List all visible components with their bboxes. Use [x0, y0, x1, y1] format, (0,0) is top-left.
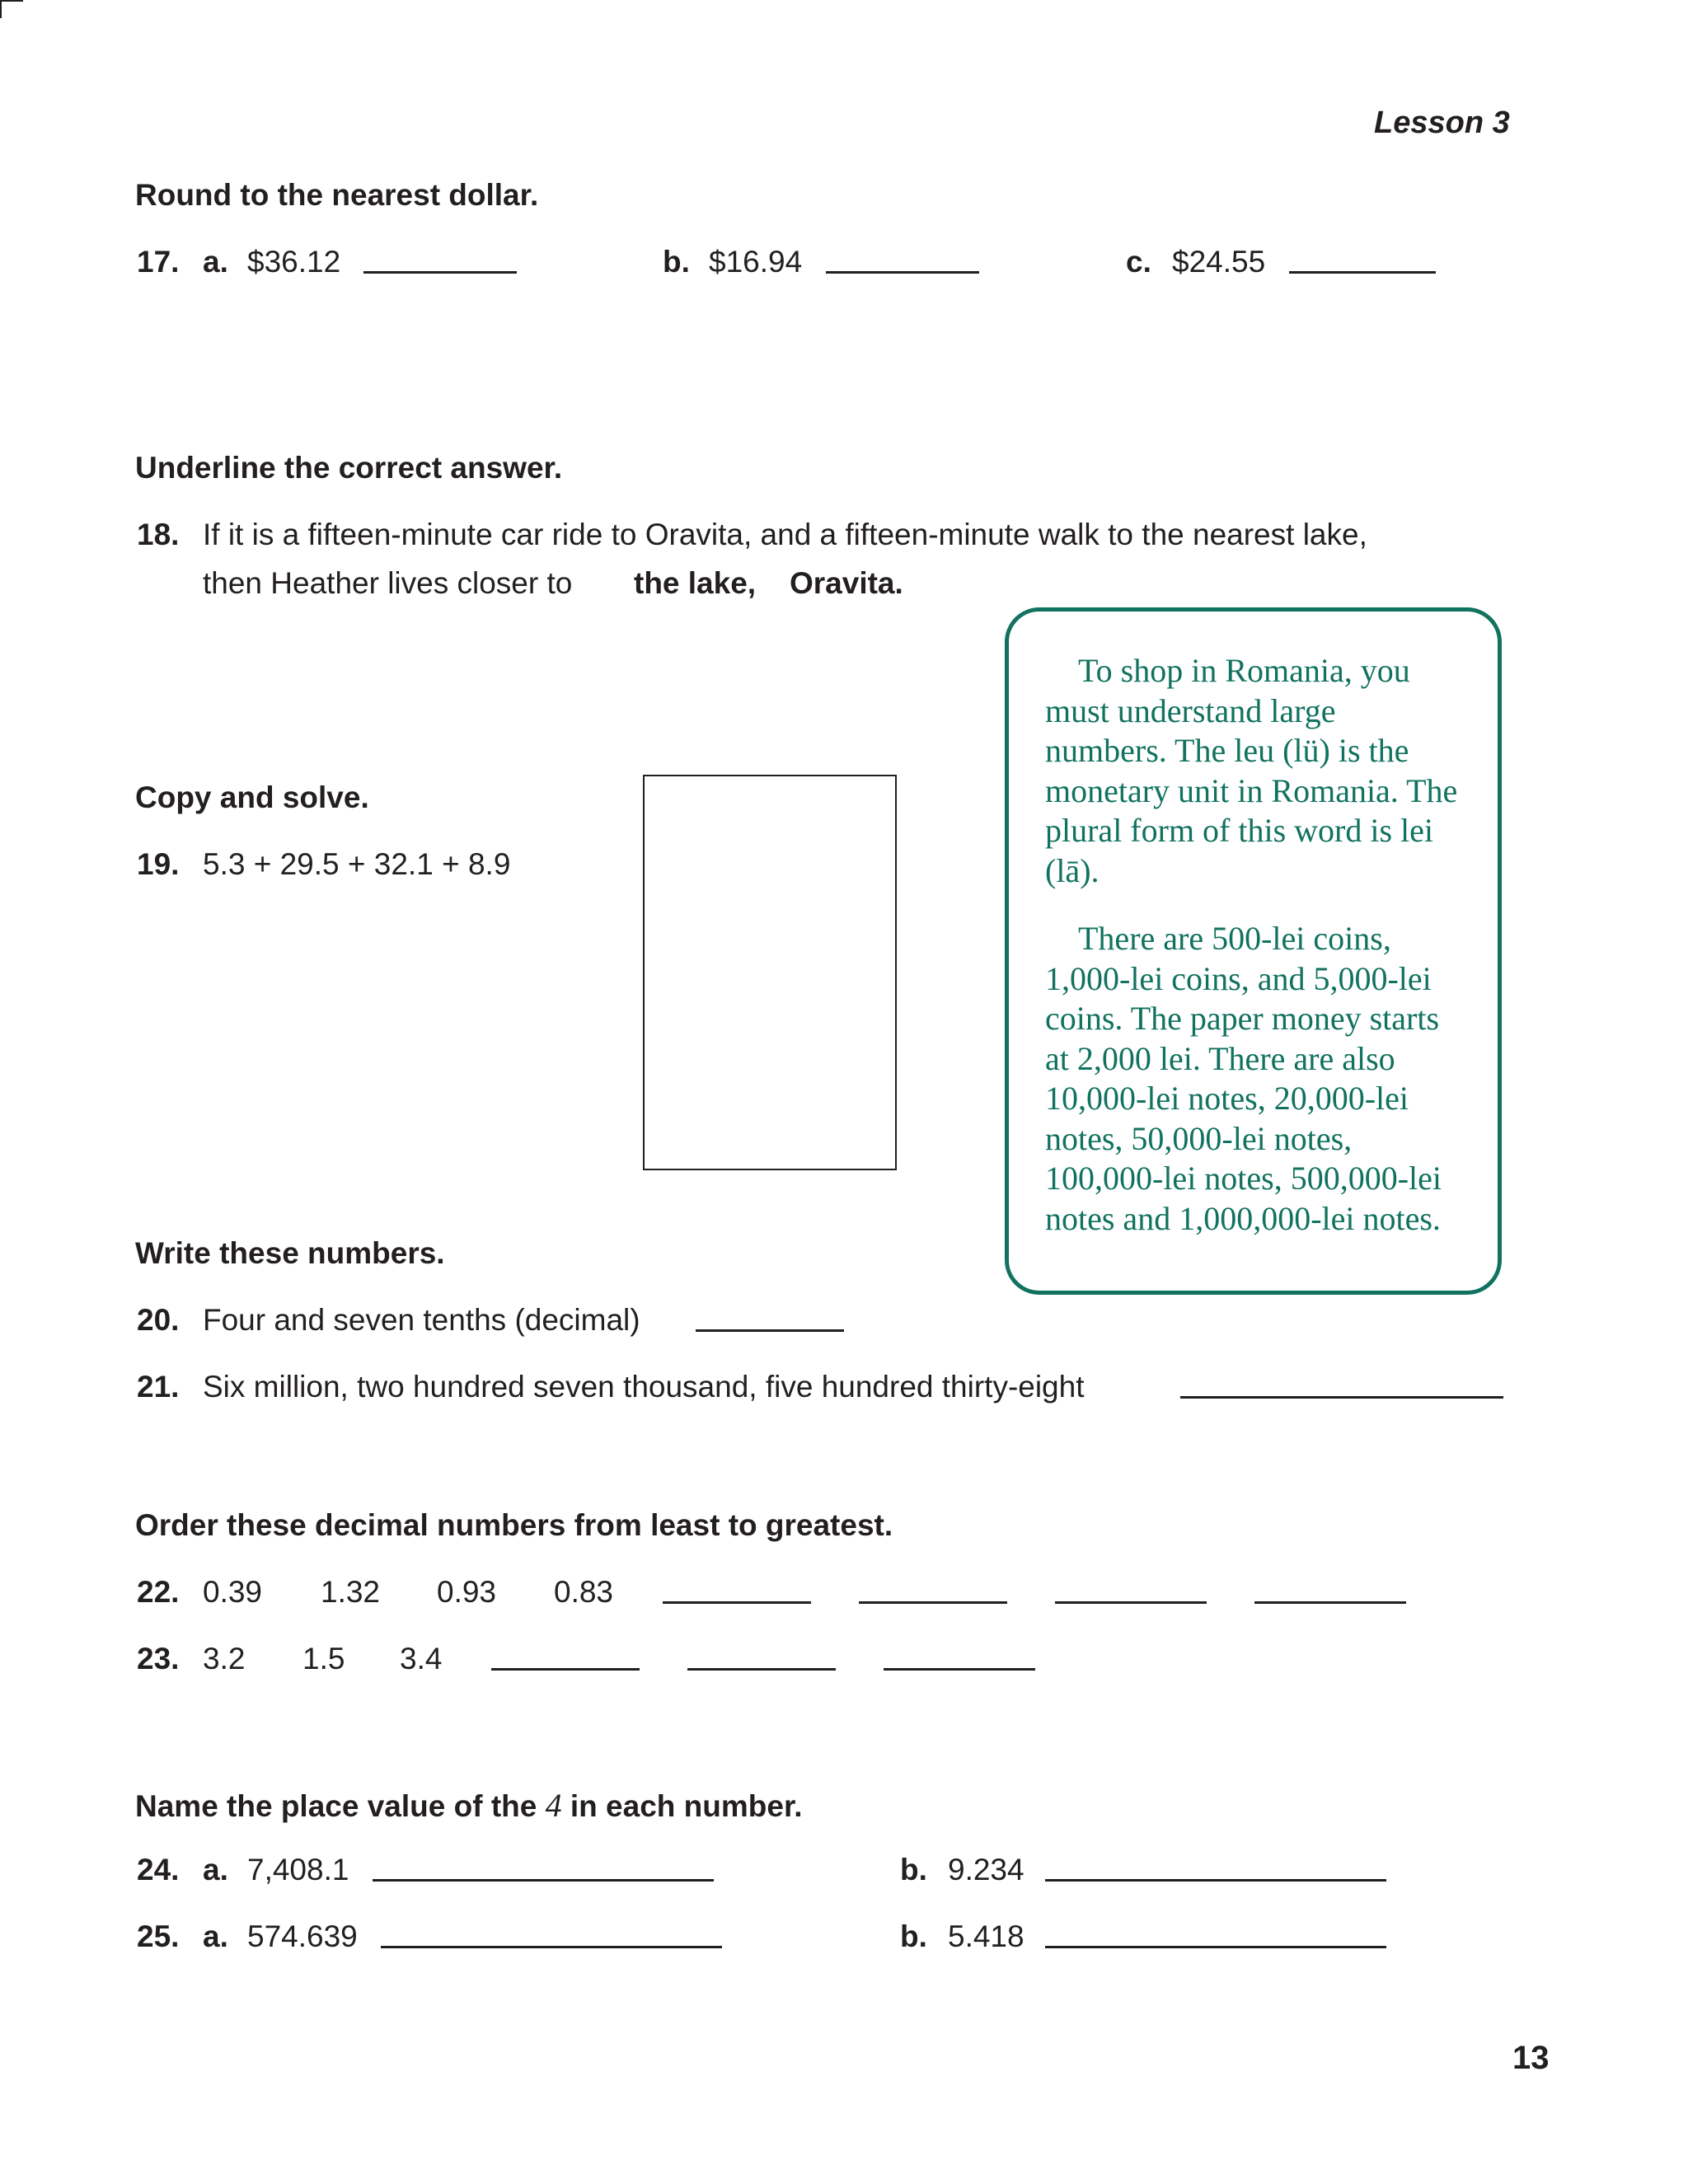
answer-blank-20[interactable]: [696, 1329, 844, 1332]
answer-blank-22-4[interactable]: [1254, 1601, 1406, 1604]
section-heading-order: Order these decimal numbers from least to greatest.: [135, 1508, 893, 1542]
answer-blank-24b[interactable]: [1045, 1879, 1386, 1882]
part-b-value: 5.418: [948, 1919, 1025, 1953]
decimal-value: 1.5: [302, 1642, 345, 1675]
answer-blank-24a[interactable]: [373, 1879, 714, 1882]
question-number: 23.: [137, 1642, 180, 1675]
answer-option-oravita[interactable]: Oravita.: [790, 566, 903, 600]
decimal-value: 0.39: [203, 1575, 263, 1609]
answer-blank-17a[interactable]: [363, 271, 517, 274]
question-number: 21.: [137, 1370, 180, 1404]
question-23: [137, 1642, 1208, 1680]
question-21: [137, 1370, 1538, 1408]
section-heading-place-value: [135, 1786, 803, 1825]
answer-blank-17b[interactable]: [826, 271, 979, 274]
question-text-line1: If it is a fifteen-minute car ride to Oravita, and a fifteen-minute walk to the nearest lake,: [203, 518, 1367, 551]
part-a-label: a.: [203, 1919, 228, 1953]
part-c-value: $24.55: [1172, 245, 1266, 279]
question-expression: 5.3 + 29.5 + 32.1 + 8.9: [203, 847, 511, 881]
question-text-line2: then Heather lives closer to: [203, 566, 573, 600]
answer-blank-21[interactable]: [1180, 1396, 1503, 1399]
question-18: [137, 518, 1538, 555]
section-heading-copy-solve: Copy and solve.: [135, 780, 369, 814]
part-b-value: $16.94: [709, 245, 803, 279]
crop-mark: [0, 0, 23, 18]
decimal-value: 0.83: [554, 1575, 614, 1609]
answer-blank-23-2[interactable]: [687, 1668, 836, 1671]
section-heading-round: Round to the nearest dollar.: [135, 178, 539, 212]
question-text: Four and seven tenths (decimal): [203, 1303, 640, 1337]
heading-text: Name the place value of the: [135, 1789, 537, 1823]
lesson-title: Lesson 3: [1374, 105, 1510, 140]
part-b-label: b.: [900, 1853, 927, 1886]
section-heading-underline: Underline the correct answer.: [135, 451, 563, 485]
question-number: 20.: [137, 1303, 180, 1337]
decimal-value: 1.32: [321, 1575, 381, 1609]
question-17: [137, 245, 1456, 283]
question-number: 22.: [137, 1575, 180, 1609]
answer-option-lake[interactable]: the lake,: [634, 566, 757, 600]
answer-blank-17c[interactable]: [1289, 271, 1436, 274]
decimal-value: 0.93: [437, 1575, 497, 1609]
callout-paragraph: To shop in Romania, you must understand large numbers. The leu (lü) is the monetary unit in Romania. The plural form of this word is lei (lā).: [1045, 652, 1458, 889]
answer-blank-23-1[interactable]: [491, 1668, 640, 1671]
answer-blank-25b[interactable]: [1045, 1946, 1386, 1948]
heading-digit: 4: [545, 1787, 562, 1824]
callout-paragraph: There are 500-lei coins, 1,000-lei coins, and 5,000-lei coins. The paper money starts at 2,000 lei. There are also 10,000-lei notes, 20,000-lei notes, 50,000-lei notes, 100,000-lei notes, 500,000-lei notes and 1,000,000-lei notes.: [1045, 920, 1442, 1237]
question-25: [137, 1919, 1456, 1957]
part-a-label: a.: [203, 1853, 228, 1886]
answer-blank-22-2[interactable]: [859, 1601, 1007, 1604]
answer-blank-23-3[interactable]: [884, 1668, 1035, 1671]
question-number: 24.: [137, 1853, 180, 1886]
part-b-label: b.: [663, 245, 690, 279]
question-number: 17.: [137, 245, 180, 279]
question-number: 19.: [137, 847, 180, 881]
part-b-label: b.: [900, 1919, 927, 1953]
question-22: [137, 1575, 1456, 1613]
part-a-value: 574.639: [247, 1919, 358, 1953]
heading-text: in each number.: [570, 1789, 803, 1823]
decimal-value: 3.4: [400, 1642, 443, 1675]
part-a-value: 7,408.1: [247, 1853, 349, 1886]
section-heading-write-numbers: Write these numbers.: [135, 1236, 445, 1270]
part-c-label: c.: [1126, 245, 1151, 279]
answer-blank-22-3[interactable]: [1055, 1601, 1207, 1604]
question-19: [137, 847, 631, 885]
part-b-value: 9.234: [948, 1853, 1025, 1886]
work-box[interactable]: [643, 775, 897, 1170]
question-text: Six million, two hundred seven thousand, five hundred thirty-eight: [203, 1370, 1085, 1404]
decimal-value: 3.2: [203, 1642, 246, 1675]
romania-money-callout: [1005, 607, 1502, 1295]
question-number: 25.: [137, 1919, 180, 1953]
page-number: 13: [1512, 2040, 1550, 2076]
part-a-value: $36.12: [247, 245, 341, 279]
part-a-label: a.: [203, 245, 228, 279]
question-20: [137, 1303, 1043, 1341]
question-18-continued: [137, 566, 1538, 604]
answer-blank-22-1[interactable]: [663, 1601, 811, 1604]
question-24: [137, 1853, 1456, 1891]
answer-blank-25a[interactable]: [381, 1946, 722, 1948]
question-number: 18.: [137, 518, 180, 551]
